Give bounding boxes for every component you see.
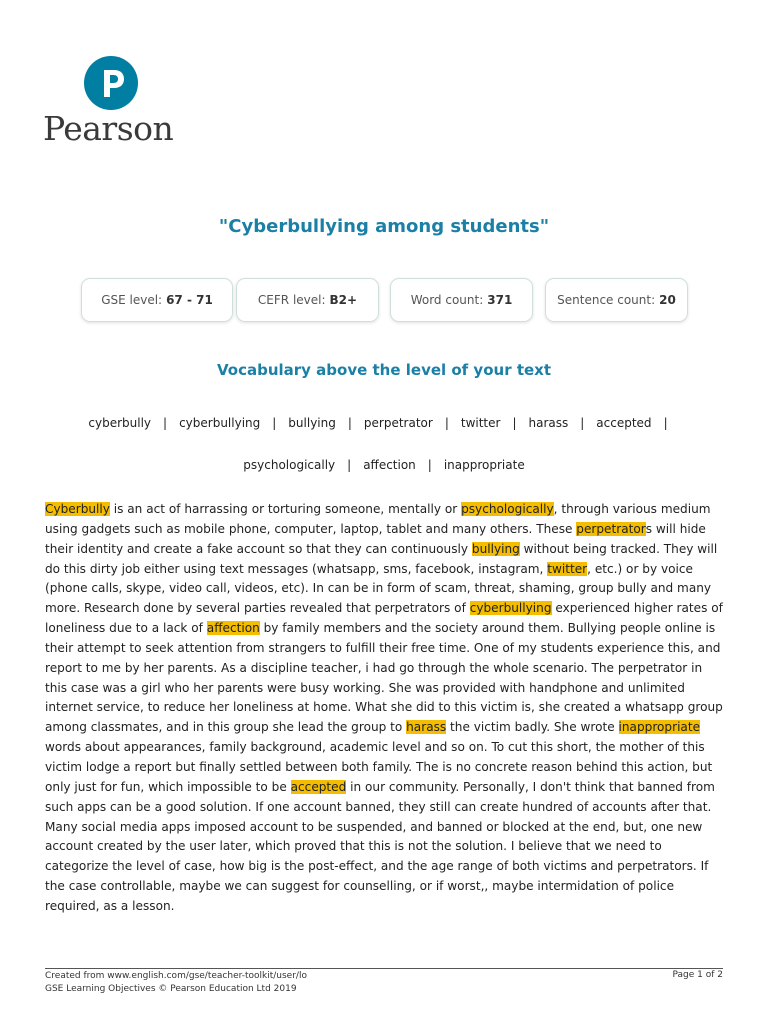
highlighted-vocab-word: harass: [406, 720, 447, 735]
page-number: Page 1 of 2: [672, 970, 723, 980]
highlighted-vocab-word: psychologically: [461, 502, 554, 516]
vocab-word: harass: [528, 416, 569, 430]
vocab-word: cyberbullying: [179, 416, 261, 430]
vocab-separator: |: [163, 416, 168, 430]
vocabulary-list-row-2: [0, 458, 768, 472]
vocab-word: bullying: [288, 416, 336, 430]
stat-label: Word count:: [410, 293, 484, 307]
passage-segment: in our community. Personally, I don't think that banned from such apps can be a good solution. If one account banned, they still can create hundred of accounts after that. Many social media apps imposed account to be suspended, and banned or blocked at the end, but, one new account created by the user later, which proved that this is not the solution. I believe that we need to categorize the level of case, how big is the post-effect, and the age range of both victims and perpetrators. If the case controllable, maybe we can suggest for counselling, or if worst,, maybe intermidation of police required, as a lesson.: [45, 779, 715, 913]
vocab-separator: |: [512, 416, 517, 430]
footer-source: Created from www.english.com/gse/teacher-toolkit/user/lo: [45, 971, 307, 981]
stat-sentence-count: [545, 278, 688, 322]
highlighted-vocab-word: accepted: [290, 779, 347, 794]
stat-value: B2+: [329, 293, 358, 307]
logo-wordmark: Pearson: [43, 109, 174, 148]
highlighted-vocab-word: Cyberbully: [45, 502, 110, 516]
stat-value: 67 - 71: [166, 293, 213, 307]
passage-segment: experienced higher rates of loneliness due to a lack of: [45, 601, 723, 636]
passage-text: [45, 500, 725, 917]
vocab-separator: |: [347, 458, 352, 472]
stat-gse-level: [81, 278, 233, 322]
highlighted-vocab-word: cyberbullying: [469, 601, 552, 616]
stat-cefr-level: [236, 278, 379, 322]
stat-label: GSE level:: [101, 293, 163, 307]
stat-value: 20: [659, 293, 676, 307]
vocabulary-heading: Vocabulary above the level of your text: [216, 361, 552, 379]
vocab-word: psychologically: [243, 458, 336, 472]
stat-label: Sentence count:: [557, 293, 656, 307]
page-title: "Cyberbullying among students": [218, 216, 550, 237]
vocab-separator: |: [663, 416, 668, 430]
vocab-word: affection: [363, 458, 416, 472]
passage-segment: without being tracked. They will do this dirty job either using text messages (whatsapp, sms, facebook, instagram,: [45, 541, 718, 576]
footer-credits: [45, 970, 307, 996]
passage-segment: , etc.) or by voice (phone calls, skype, video call, videos, etc). In can be in form of scam, threat, shaming, group bully and many more. Research done by several parties revealed that perpetrators of: [45, 561, 712, 616]
passage-segment: the victim badly. She wrote: [446, 720, 619, 735]
pearson-p-icon: [83, 55, 139, 111]
stat-value: 371: [487, 293, 513, 307]
passage-segment: s will hide their identity and create a fake account so that they can continuously: [45, 521, 706, 556]
vocab-word: accepted: [596, 416, 652, 430]
stats-bar: [0, 278, 768, 322]
vocab-separator: |: [580, 416, 585, 430]
vocab-word: perpetrator: [363, 416, 433, 430]
vocab-separator: |: [427, 458, 432, 472]
passage-segment: words about appearances, family background, academic level and so on. To cut this short, the mother of this victim lodge a report but finally settled between both family. The is no concrete reason behind this action, but only just for fun, which impossible to be: [45, 740, 713, 794]
vocab-separator: |: [347, 416, 352, 430]
passage-segment: by family members and the society around them. Bullying people online is their attempt to seek attention from strangers to fulfill their free time. One of my students experience this, and report to me by her parents. As a discipline teacher, i had go through the whole scenario. The perpetrator in this case was a girl who her parents were busy working. She was provided with handphone and unlimited internet service, to reduce her loneliness at home. What she did to this victim is, she created a whatsapp group among classmates, and in this group she lead the group to: [45, 621, 723, 735]
stat-word-count: [390, 278, 533, 322]
vocab-separator: |: [272, 416, 277, 430]
vocab-word: twitter: [460, 416, 501, 430]
vocab-word: inappropriate: [443, 458, 525, 472]
highlighted-vocab-word: perpetrator: [576, 521, 646, 536]
passage-segment: is an act of harrassing or torturing someone, mentally or: [109, 502, 462, 516]
highlighted-vocab-word: twitter: [547, 561, 588, 576]
highlighted-vocab-word: affection: [206, 621, 260, 636]
highlighted-vocab-word: inappropriate: [618, 720, 701, 735]
vocab-separator: |: [444, 416, 449, 430]
vocab-word: cyberbully: [88, 416, 152, 430]
stat-label: CEFR level:: [257, 293, 326, 307]
passage-segment: , through various medium using gadgets such as mobile phone, computer, laptop, tablet and many others. These: [45, 502, 711, 536]
footer-copyright: GSE Learning Objectives © Pearson Education Ltd 2019: [45, 984, 297, 994]
highlighted-vocab-word: bullying: [471, 541, 520, 556]
vocabulary-list-row-1: [0, 416, 768, 430]
footer-divider: [45, 968, 723, 969]
